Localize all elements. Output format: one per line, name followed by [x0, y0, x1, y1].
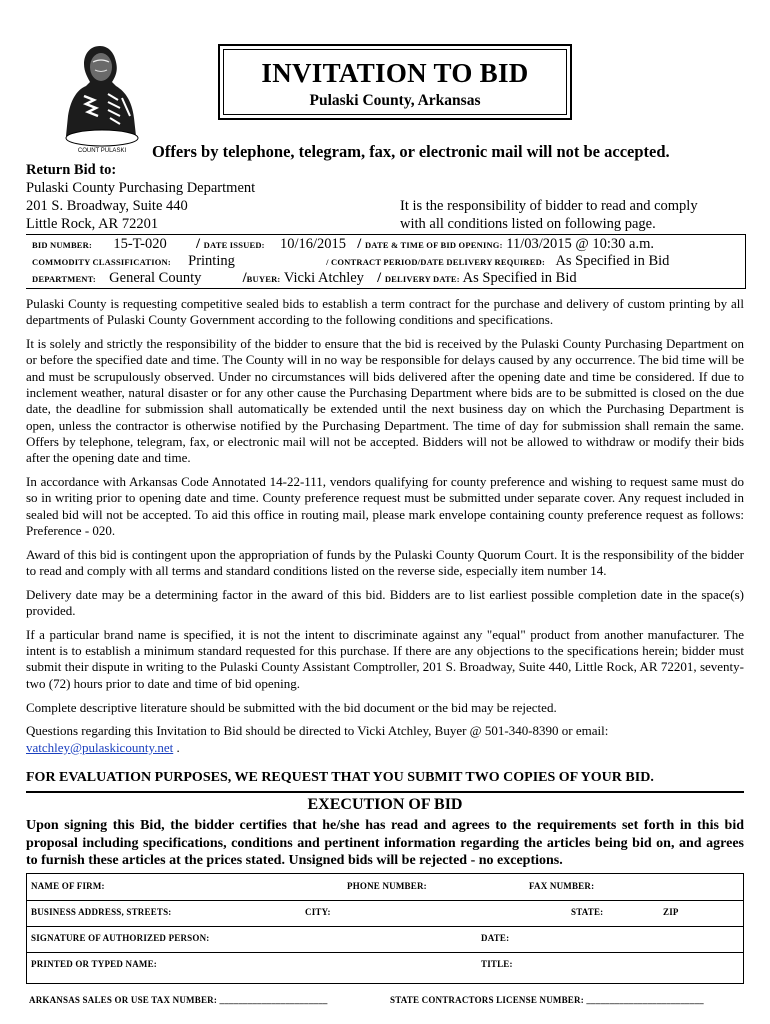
phone-number-field[interactable]: PHONE NUMBER:	[347, 881, 427, 891]
city-field[interactable]: CITY:	[305, 907, 331, 917]
vendor-info-form	[26, 873, 744, 984]
zip-field[interactable]: ZIP	[663, 907, 679, 917]
contract-period: As Specified in Bid	[555, 253, 670, 269]
title-field[interactable]: TITLE:	[481, 959, 513, 969]
evaluation-notice: FOR EVALUATION PURPOSES, WE REQUEST THAT YOU SUBMIT TWO COPIES OF YOUR BID.	[26, 770, 654, 785]
form-row-signature	[27, 926, 743, 953]
bid-body-text	[26, 296, 744, 763]
buyer-email-link[interactable]: vatchley@pulaskicounty.net	[26, 739, 174, 755]
email-trailer: .	[173, 739, 180, 755]
delivery-label: DELIVERY DATE:	[384, 274, 460, 284]
execution-statement: Upon signing this Bid, the bidder certifies that he/she has read and agrees to the requirements set forth in this bid proposal including specifications, conditions and pertinent information regarding the articles being bid on, and agrees to furnish these articles at the prices stated. Unsigned bids will be rejected - no exceptions.	[26, 818, 744, 868]
paragraph-deadline: It is solely and strictly the responsibility of the bidder to ensure that the bid is received by the Pulaski County Purchasing Department on or before the specified date and time. The County will in no way be responsible for delays caused by any occurrence. The bid time will be and must be scrupulously observed. Under no circumstances will bids delivered after the opening date and time be considered. If due to inclement weather, natural disaster or for any other cause the Purchasing Department where bids are to be submitted is closed on the due date, the deadline for submission shall automatically be extended until the next business day on which the Purchasing Department is open, unless the contractor is otherwise notified by the Purchasing Department. The time of day for submission shall remain the same. Offers by telephone, telegram, fax, or electronic mail will not be accepted. Bidders will not be allowed to withdraw or modify their bids after the opening date and time.	[26, 336, 744, 466]
return-line-1: Pulaski County Purchasing Department	[26, 180, 256, 196]
return-line-3: Little Rock, AR 72201	[26, 216, 159, 232]
date-issued: 10/16/2015	[279, 236, 347, 252]
form-row-firm	[27, 874, 743, 901]
paragraph-preference: In accordance with Arkansas Code Annotated 14-22-111, vendors qualifying for county preference and wishing to request same must do so in writing prior to opening date and time. County preference request must be submitted under separate cover. Any request included in sealed bid will not be accepted. To aid this office in routing mail, please mark envelope containing county preference request as follows: Preference - 020.	[26, 473, 744, 538]
paragraph-award: Award of this bid is contingent upon the appropriation of funds by the Pulaski County Quorum Court. It is the responsibility of the bidder to read and comply with all terms and standard conditions listed on the reverse side, especially item number 14.	[26, 546, 744, 578]
execution-title: EXECUTION OF BID	[307, 796, 463, 813]
form-row-address	[27, 900, 743, 927]
questions-text: Questions regarding this Invitation to Bid should be directed to Vicki Atchley, Buyer @ 501-340-8390 or email:	[26, 723, 609, 739]
license-number-line	[390, 995, 704, 1005]
department: General County	[109, 270, 202, 286]
paragraph-questions	[26, 723, 744, 756]
evaluation-text: FOR EVALUATION PURPOSES, WE REQUEST THAT YOU SUBMIT TWO COPIES OF YOUR BID	[26, 770, 651, 785]
bid-opening: 11/03/2015 @ 10:30 a.m.	[506, 236, 655, 252]
execution-divider	[26, 791, 744, 793]
pulaski-county-seal	[60, 40, 144, 156]
fax-number-field[interactable]: FAX NUMBER:	[529, 881, 595, 891]
opening-label: DATE & TIME OF BID OPENING:	[364, 240, 503, 250]
form-row-name	[27, 952, 743, 983]
paragraph-delivery: Delivery date may be a determining factor in the award of this bid. Bidders are to list earliest possible completion date in the space(s) provided.	[26, 586, 744, 619]
state-field[interactable]: STATE:	[571, 907, 604, 917]
tax-number-line	[29, 995, 328, 1005]
bid-number: 15-T-020	[113, 236, 167, 252]
paragraph-literature: Complete descriptive literature should be submitted with the bid document or the bid may be rejected.	[26, 699, 557, 715]
commodity-label: COMMODITY CLASSIFICATION:	[32, 257, 171, 267]
buyer: Vicki Atchley	[283, 270, 364, 286]
license-number-blank[interactable]: _________________________	[586, 995, 704, 1005]
bid-info-box: BID NUMBER: 15-T-020 / DATE ISSUED: 10/16/2015 / DATE & TIME OF BID OPENING: 11/03/2015 @ 10:30 a.m. COMMODITY CLASSIFICATION: Printing / CONTRACT PERIOD/DATE DELIVERY REQUIRED: As Specified in Bid DEPARTMENT: General County /BUYER: Vicki Atchley / DELIVERY DATE: As Specified in Bid	[26, 234, 746, 289]
commodity: Printing	[188, 253, 235, 269]
page-subtitle: Pulaski County, Arkansas	[309, 92, 481, 109]
page-title: INVITATION TO BID	[261, 58, 529, 88]
business-address-field[interactable]: BUSINESS ADDRESS, STREETS:	[31, 907, 172, 917]
printed-name-field[interactable]: PRINTED OR TYPED NAME:	[31, 959, 157, 969]
seal-caption: COUNT PULASKI	[77, 148, 127, 154]
tax-number-blank[interactable]: _______________________	[219, 995, 328, 1005]
return-line-2: 201 S. Broadway, Suite 440	[26, 198, 188, 214]
paragraph-scope: Pulaski County is requesting competitive sealed bids to establish a term contract for the purchase and delivery of custom printing by all departments of Pulaski County Government according to the following conditions and specifications.	[26, 296, 744, 328]
bid-number-label: BID NUMBER:	[32, 240, 93, 250]
name-of-firm-field[interactable]: NAME OF FIRM:	[31, 881, 105, 891]
title-box	[218, 44, 572, 120]
license-number-label: STATE CONTRACTORS LICENSE NUMBER:	[390, 995, 584, 1005]
responsibility-line-2: with all conditions listed on following page.	[400, 216, 656, 232]
department-label: DEPARTMENT:	[32, 274, 96, 284]
date-field[interactable]: DATE:	[481, 933, 510, 943]
buyer-label: BUYER:	[246, 274, 281, 284]
signature-field[interactable]: SIGNATURE OF AUTHORIZED PERSON:	[31, 933, 210, 943]
tax-number-label: ARKANSAS SALES OR USE TAX NUMBER:	[29, 995, 218, 1005]
delivery-date: As Specified in Bid	[462, 270, 577, 286]
contract-label: CONTRACT PERIOD/DATE DELIVERY REQUIRED:	[331, 257, 545, 267]
paragraph-brand: If a particular brand name is specified, it is not the intent to discriminate against any "equal" product from another manufacturer. The intent is to establish a minimum standard requested for this purchase. If there are any objections to the specifications herein; bidder must submit their dispute in writing to the Pulaski County Assistant Comptroller, 201 S. Broadway, Suite 440, Little Rock, AR 72201, seventy-two (72) hours prior to date and time of bid opening.	[26, 626, 744, 691]
offer-warning: Offers by telephone, telegram, fax, or electronic mail will not be accepted.	[152, 142, 670, 161]
responsibility-line-1: It is the responsibility of bidder to read and comply	[400, 198, 698, 214]
return-bid-heading: Return Bid to:	[26, 162, 117, 178]
date-issued-label: DATE ISSUED:	[203, 240, 265, 250]
